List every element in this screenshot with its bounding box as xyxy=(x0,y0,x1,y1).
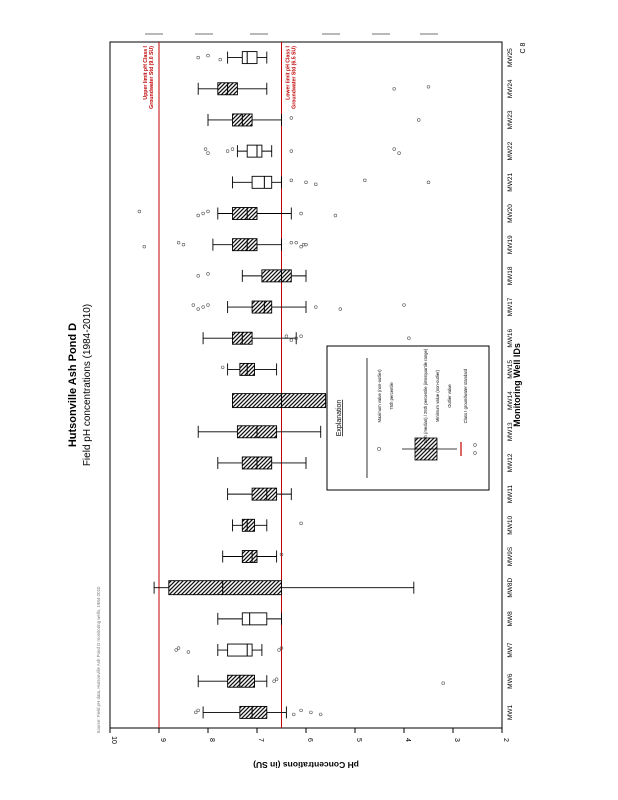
well-label: MW19 xyxy=(507,235,514,255)
outlier-point xyxy=(305,181,308,184)
outlier-point xyxy=(194,711,197,714)
iqr-box xyxy=(252,301,272,313)
well-box-group xyxy=(203,332,410,344)
outlier-point xyxy=(300,245,303,248)
outlier-point xyxy=(319,713,322,716)
y-tick-label: 4 xyxy=(404,738,411,742)
outlier-point xyxy=(300,522,303,525)
well-box-group xyxy=(233,519,303,531)
outlier-point xyxy=(197,308,200,311)
well-box-group xyxy=(197,270,306,282)
y-tick-label: 8 xyxy=(208,738,215,742)
well-box-group xyxy=(194,706,322,718)
well-label: MW11 xyxy=(507,484,514,504)
well-label: MW8D xyxy=(507,577,514,598)
iqr-box xyxy=(233,208,258,220)
outlier-point xyxy=(204,148,207,151)
well-label: MW9S xyxy=(507,546,514,567)
outlier-point xyxy=(273,680,276,683)
well-box-group xyxy=(197,52,267,64)
reference-line-label-1: Lower limit pH Class I xyxy=(285,46,292,100)
iqr-box xyxy=(228,675,255,687)
outlier-point xyxy=(442,682,445,685)
iqr-box xyxy=(233,394,326,408)
y-tick-label: 3 xyxy=(453,738,460,742)
reference-line-label-1: Upper limit pH Class I xyxy=(143,46,149,100)
outlier-point xyxy=(207,272,210,275)
iqr-box xyxy=(252,176,272,188)
outlier-point xyxy=(197,56,200,59)
outlier-point xyxy=(300,212,303,215)
iqr-box xyxy=(242,519,254,531)
well-label: MW24 xyxy=(507,79,514,99)
well-label: MW16 xyxy=(507,328,514,348)
outlier-point xyxy=(138,210,141,213)
outlier-point xyxy=(278,649,281,652)
outlier-point xyxy=(398,152,401,155)
well-box-group xyxy=(233,394,326,408)
outlier-point xyxy=(292,713,295,716)
iqr-box xyxy=(242,613,266,625)
well-label: MW20 xyxy=(507,204,514,223)
outlier-point xyxy=(290,150,293,153)
outlier-point xyxy=(334,214,337,217)
outlier-point xyxy=(290,241,293,244)
well-box-group xyxy=(208,114,420,126)
well-label: MW6 xyxy=(507,673,514,689)
well-box-group xyxy=(143,239,307,251)
well-label: MW1 xyxy=(507,704,514,720)
outlier-point xyxy=(202,306,205,309)
well-box-group xyxy=(204,145,400,157)
outlier-point xyxy=(143,245,146,248)
iqr-box xyxy=(242,551,257,563)
well-label: MW12 xyxy=(507,453,514,473)
outlier-point xyxy=(300,335,303,338)
y-tick-label: 2 xyxy=(502,738,509,742)
outlier-point xyxy=(285,335,288,338)
iqr-box xyxy=(233,239,258,251)
outlier-point xyxy=(393,148,396,151)
legend-title: Explanation xyxy=(336,399,343,437)
outlier-point xyxy=(226,150,229,153)
outlier-point xyxy=(314,183,317,186)
outlier-point xyxy=(408,337,411,340)
outlier-point xyxy=(275,678,278,681)
well-label: MW18 xyxy=(507,266,514,286)
outlier-point xyxy=(290,179,293,182)
iqr-box xyxy=(252,488,277,500)
well-box-group xyxy=(192,301,405,313)
iqr-box xyxy=(169,581,282,595)
well-box-group xyxy=(198,83,430,95)
y-axis-title: pH Concentrations (in SU) xyxy=(253,760,359,770)
well-label: MW23 xyxy=(507,110,514,130)
well-label: MW7 xyxy=(507,642,514,658)
iqr-box xyxy=(228,644,253,656)
well-box-group xyxy=(154,581,414,595)
outlier-point xyxy=(197,274,200,277)
outlier-point xyxy=(231,148,234,151)
outlier-point xyxy=(197,214,200,217)
reference-line-label-2: Groundwater Std (9.0 SU) xyxy=(149,46,155,109)
well-label: MW14 xyxy=(507,391,514,410)
outlier-point xyxy=(300,709,303,712)
y-tick-label: 9 xyxy=(159,738,166,742)
well-label: MW22 xyxy=(507,141,514,161)
well-label: MW25 xyxy=(507,48,514,67)
well-box-group xyxy=(233,176,430,188)
footer-note: Source: Field pH data, Hutsonville Ash Pond D monitoring wells, 1984-2010 xyxy=(96,586,101,734)
outlier-point xyxy=(192,304,195,307)
marks-layer xyxy=(138,52,489,719)
outlier-point xyxy=(339,308,342,311)
outlier-point xyxy=(177,647,180,650)
corner-note: C 8 xyxy=(520,42,527,54)
well-box-group xyxy=(198,675,444,687)
legend xyxy=(327,346,489,490)
outlier-point xyxy=(221,366,224,369)
well-label: MW8 xyxy=(507,611,514,627)
well-box-group xyxy=(221,363,276,375)
y-tick-label: 10 xyxy=(110,736,117,744)
outlier-point xyxy=(187,651,190,654)
y-tick-label: 6 xyxy=(306,738,313,742)
outlier-point xyxy=(295,241,298,244)
y-tick-label: 7 xyxy=(257,738,264,742)
outlier-point xyxy=(417,119,420,122)
outlier-point xyxy=(314,306,317,309)
iqr-box xyxy=(262,270,291,282)
outlier-point xyxy=(219,58,222,61)
iqr-box xyxy=(240,706,267,718)
chart-subtitle: Field pH concentrations (1984-2010) xyxy=(82,303,93,467)
outlier-point xyxy=(175,649,178,652)
outlier-point xyxy=(427,85,430,88)
x-axis-title: Monitoring Well IDs xyxy=(512,343,522,427)
outlier-point xyxy=(177,241,180,244)
legend-item-label: 75th percentile xyxy=(389,382,394,410)
outlier-point xyxy=(427,181,430,184)
outlier-point xyxy=(393,87,396,90)
well-label: MW13 xyxy=(507,422,514,442)
outlier-point xyxy=(207,152,210,155)
y-tick-label: 5 xyxy=(355,738,362,742)
well-box-group xyxy=(198,426,321,438)
iqr-box xyxy=(242,52,257,64)
outlier-point xyxy=(310,711,313,714)
outlier-point xyxy=(182,243,185,246)
well-box-group xyxy=(175,644,283,656)
chart-title: Hutsonville Ash Pond D xyxy=(67,322,79,448)
well-box-group xyxy=(218,613,282,625)
reference-line-label-2: Groundwater Std (6.5 SU) xyxy=(291,46,298,109)
outlier-point xyxy=(207,54,210,57)
outlier-point xyxy=(207,210,210,213)
well-label: MW21 xyxy=(507,172,514,192)
outlier-point xyxy=(207,304,210,307)
well-box-group xyxy=(218,457,306,469)
legend-item-label: Class I groundwater standard xyxy=(463,368,468,424)
outlier-point xyxy=(403,304,406,307)
outlier-point xyxy=(363,179,366,182)
well-label: MW10 xyxy=(507,515,514,535)
well-label: MW15 xyxy=(507,360,514,379)
outlier-point xyxy=(197,709,200,712)
well-box-group xyxy=(138,208,337,220)
legend-item-label: Outlier value xyxy=(447,384,452,408)
outlier-point xyxy=(290,339,293,342)
outlier-point xyxy=(290,117,293,120)
legend-item-label: Maximum value (non-outlier) xyxy=(377,369,382,423)
outlier-point xyxy=(202,212,205,215)
iqr-box xyxy=(247,145,262,157)
legend-item-label: Minimum value (non-outlier) xyxy=(435,370,440,422)
well-label: MW17 xyxy=(507,297,514,317)
well-box-group xyxy=(223,551,283,563)
legend-item-label: 50th (median) / 25th percentile (interquartile range) xyxy=(423,348,428,444)
